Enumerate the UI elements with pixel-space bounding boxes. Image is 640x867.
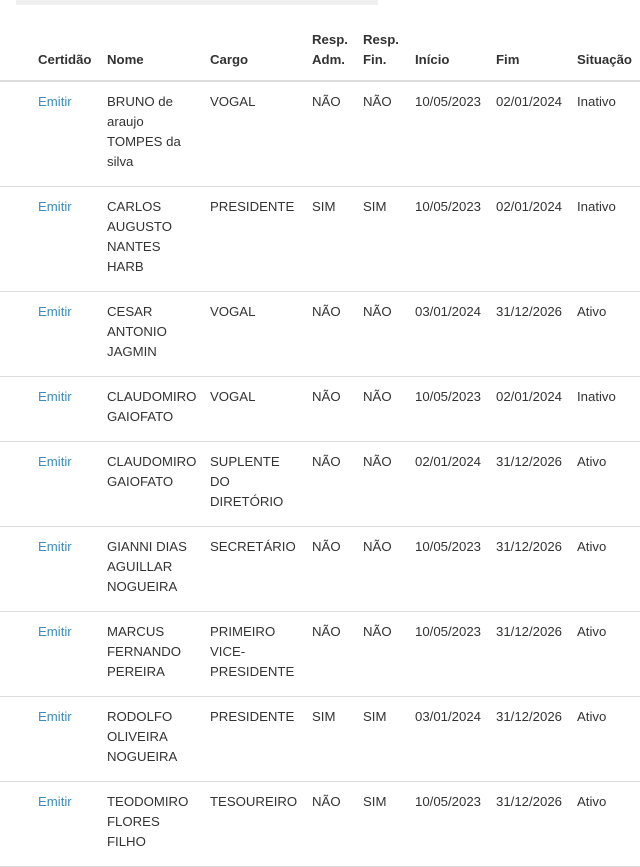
nome-line: PEREIRA xyxy=(107,664,165,679)
table-row xyxy=(0,697,640,782)
resp-fin-value-cell xyxy=(363,697,415,782)
situacao-status: Ativo xyxy=(577,709,607,724)
resp-adm-value: NÃO xyxy=(312,539,341,554)
inicio-date-cell xyxy=(415,697,496,782)
emitir-link[interactable]: Emitir xyxy=(38,794,72,809)
inicio-date: 10/05/2023 xyxy=(415,199,482,214)
nome-line: HARB xyxy=(107,259,144,274)
resp-adm-value: NÃO xyxy=(312,454,341,469)
resp-fin-value: NÃO xyxy=(363,539,392,554)
situacao-status-cell xyxy=(577,442,640,527)
cargo-cell xyxy=(210,782,312,867)
nome-cell xyxy=(107,377,210,442)
situacao-status-cell xyxy=(577,81,640,187)
emitir-link-cell xyxy=(0,81,107,187)
cargo-cell xyxy=(210,442,312,527)
cargo-line: PRESIDENTE xyxy=(210,199,295,214)
resp-fin-value-cell xyxy=(363,377,415,442)
inicio-date: 10/05/2023 xyxy=(415,94,482,109)
header-inicio: Início xyxy=(415,26,496,81)
inicio-date-cell xyxy=(415,527,496,612)
resp-fin-value-cell xyxy=(363,527,415,612)
resp-adm-value: NÃO xyxy=(312,389,341,404)
nome-line: BRUNO de xyxy=(107,94,173,109)
cargo-line: VICE- xyxy=(210,644,246,659)
header-cargo: Cargo xyxy=(210,26,312,81)
emitir-link[interactable]: Emitir xyxy=(38,454,72,469)
resp-fin-value: SIM xyxy=(363,199,387,214)
resp-fin-value: NÃO xyxy=(363,94,392,109)
inicio-date: 10/05/2023 xyxy=(415,624,482,639)
nome-line: araujo xyxy=(107,114,144,129)
fim-date-cell xyxy=(496,782,577,867)
cargo-line: PRIMEIRO xyxy=(210,624,276,639)
cargo-cell xyxy=(210,292,312,377)
resp-adm-value: NÃO xyxy=(312,624,341,639)
resp-adm-value-cell xyxy=(312,81,363,187)
cargo-line: VOGAL xyxy=(210,304,256,319)
situacao-status: Ativo xyxy=(577,794,607,809)
inicio-date: 02/01/2024 xyxy=(415,454,482,469)
resp-fin-value: NÃO xyxy=(363,454,392,469)
emitir-link-cell xyxy=(0,187,107,292)
fim-date: 31/12/2026 xyxy=(496,794,563,809)
resp-fin-value-cell xyxy=(363,612,415,697)
inicio-date-cell xyxy=(415,292,496,377)
nome-line: AGUILLAR xyxy=(107,559,173,574)
resp-fin-value-cell xyxy=(363,782,415,867)
situacao-status: Ativo xyxy=(577,539,607,554)
nome-cell xyxy=(107,612,210,697)
fim-date: 02/01/2024 xyxy=(496,94,563,109)
situacao-status: Inativo xyxy=(577,389,616,404)
header-resp-fin-line2: Fin. xyxy=(363,52,387,67)
emitir-link-cell xyxy=(0,377,107,442)
header-certidao: Certidão xyxy=(0,26,107,81)
resp-adm-value: NÃO xyxy=(312,794,341,809)
top-search-bar xyxy=(16,0,378,5)
fim-date-cell xyxy=(496,292,577,377)
table-row xyxy=(0,187,640,292)
nome-cell xyxy=(107,81,210,187)
nome-cell xyxy=(107,187,210,292)
cargo-cell xyxy=(210,187,312,292)
emitir-link[interactable]: Emitir xyxy=(38,199,72,214)
inicio-date-cell xyxy=(415,377,496,442)
table-row xyxy=(0,612,640,697)
nome-line: NOGUEIRA xyxy=(107,749,178,764)
emitir-link-cell xyxy=(0,527,107,612)
resp-adm-value: SIM xyxy=(312,709,336,724)
table-row xyxy=(0,442,640,527)
header-fim: Fim xyxy=(496,26,577,81)
nome-line: RODOLFO xyxy=(107,709,173,724)
fim-date: 31/12/2026 xyxy=(496,624,563,639)
resp-fin-value-cell xyxy=(363,292,415,377)
emitir-link[interactable]: Emitir xyxy=(38,624,72,639)
table-row xyxy=(0,377,640,442)
situacao-status-cell xyxy=(577,697,640,782)
nome-cell xyxy=(107,292,210,377)
situacao-status: Ativo xyxy=(577,454,607,469)
cargo-line: PRESIDENTE xyxy=(210,709,295,724)
fim-date-cell xyxy=(496,81,577,187)
fim-date: 31/12/2026 xyxy=(496,454,563,469)
inicio-date: 10/05/2023 xyxy=(415,794,482,809)
cargo-cell xyxy=(210,527,312,612)
cargo-line: SECRETÁRIO xyxy=(210,539,296,554)
nome-line: ANTONIO xyxy=(107,324,167,339)
inicio-date: 03/01/2024 xyxy=(415,304,482,319)
fim-date-cell xyxy=(496,527,577,612)
resp-fin-value-cell xyxy=(363,81,415,187)
nome-line: FILHO xyxy=(107,834,146,849)
resp-fin-value: NÃO xyxy=(363,389,392,404)
header-resp-adm xyxy=(312,26,363,81)
nome-line: CARLOS xyxy=(107,199,162,214)
resp-adm-value-cell xyxy=(312,782,363,867)
nome-line: FERNANDO xyxy=(107,644,181,659)
situacao-status-cell xyxy=(577,527,640,612)
nome-line: FLORES xyxy=(107,814,160,829)
cargo-cell xyxy=(210,81,312,187)
table-header-row xyxy=(0,26,640,81)
cargo-line: DO xyxy=(210,474,230,489)
inicio-date: 10/05/2023 xyxy=(415,539,482,554)
fim-date: 02/01/2024 xyxy=(496,199,563,214)
situacao-status: Inativo xyxy=(577,199,616,214)
resp-adm-value: NÃO xyxy=(312,94,341,109)
situacao-status-cell xyxy=(577,292,640,377)
cargo-line: DIRETÓRIO xyxy=(210,494,284,509)
emitir-link[interactable]: Emitir xyxy=(38,94,72,109)
cargo-line: VOGAL xyxy=(210,389,256,404)
emitir-link-cell xyxy=(0,292,107,377)
resp-adm-value-cell xyxy=(312,527,363,612)
table-row xyxy=(0,81,640,187)
table-row xyxy=(0,527,640,612)
nome-line: OLIVEIRA xyxy=(107,729,168,744)
header-resp-fin xyxy=(363,26,415,81)
nome-cell xyxy=(107,697,210,782)
inicio-date-cell xyxy=(415,81,496,187)
situacao-status-cell xyxy=(577,187,640,292)
fim-date: 31/12/2026 xyxy=(496,709,563,724)
situacao-status: Inativo xyxy=(577,94,616,109)
situacao-status: Ativo xyxy=(577,304,607,319)
nome-line: MARCUS xyxy=(107,624,165,639)
cargo-cell xyxy=(210,697,312,782)
table-row xyxy=(0,782,640,867)
inicio-date-cell xyxy=(415,782,496,867)
table-row xyxy=(0,292,640,377)
resp-fin-value: NÃO xyxy=(363,304,392,319)
fim-date: 31/12/2026 xyxy=(496,539,563,554)
inicio-date-cell xyxy=(415,187,496,292)
situacao-status-cell xyxy=(577,377,640,442)
cargo-line: VOGAL xyxy=(210,94,256,109)
emitir-link-cell xyxy=(0,697,107,782)
nome-line: NANTES xyxy=(107,239,161,254)
resp-fin-value: SIM xyxy=(363,794,387,809)
emitir-link[interactable]: Emitir xyxy=(38,389,72,404)
nome-cell xyxy=(107,527,210,612)
fim-date: 31/12/2026 xyxy=(496,304,563,319)
nome-line: CLAUDOMIRO xyxy=(107,454,197,469)
resp-fin-value-cell xyxy=(363,442,415,527)
header-resp-adm-line1: Resp. xyxy=(312,32,348,47)
nome-line: TEODOMIRO xyxy=(107,794,189,809)
resp-adm-value-cell xyxy=(312,187,363,292)
header-nome: Nome xyxy=(107,26,210,81)
situacao-status-cell xyxy=(577,782,640,867)
fim-date-cell xyxy=(496,187,577,292)
nome-line: GIANNI DIAS xyxy=(107,539,187,554)
resp-adm-value-cell xyxy=(312,377,363,442)
cargo-line: TESOUREIRO xyxy=(210,794,298,809)
nome-line: GAIOFATO xyxy=(107,474,174,489)
cargo-cell xyxy=(210,377,312,442)
resp-adm-value: NÃO xyxy=(312,304,341,319)
nome-line: CESAR xyxy=(107,304,153,319)
header-resp-adm-line2: Adm. xyxy=(312,52,345,67)
directorate-table xyxy=(0,26,640,867)
fim-date-cell xyxy=(496,377,577,442)
emitir-link[interactable]: Emitir xyxy=(38,709,72,724)
nome-cell xyxy=(107,782,210,867)
nome-line: NOGUEIRA xyxy=(107,579,178,594)
fim-date: 02/01/2024 xyxy=(496,389,563,404)
nome-line: silva xyxy=(107,154,134,169)
nome-line: JAGMIN xyxy=(107,344,157,359)
resp-adm-value: SIM xyxy=(312,199,336,214)
resp-adm-value-cell xyxy=(312,697,363,782)
situacao-status-cell xyxy=(577,612,640,697)
fim-date-cell xyxy=(496,697,577,782)
emitir-link-cell xyxy=(0,612,107,697)
resp-fin-value-cell xyxy=(363,187,415,292)
nome-line: AUGUSTO xyxy=(107,219,172,234)
fim-date-cell xyxy=(496,612,577,697)
nome-line: CLAUDOMIRO xyxy=(107,389,197,404)
nome-line: TOMPES da xyxy=(107,134,181,149)
situacao-status: Ativo xyxy=(577,624,607,639)
inicio-date: 03/01/2024 xyxy=(415,709,482,724)
cargo-line: SUPLENTE xyxy=(210,454,280,469)
resp-fin-value: SIM xyxy=(363,709,387,724)
emitir-link-cell xyxy=(0,782,107,867)
header-situacao: Situação xyxy=(577,26,640,81)
resp-adm-value-cell xyxy=(312,292,363,377)
emitir-link-cell xyxy=(0,442,107,527)
cargo-line: PRESIDENTE xyxy=(210,664,295,679)
nome-line: GAIOFATO xyxy=(107,409,174,424)
emitir-link[interactable]: Emitir xyxy=(38,539,72,554)
emitir-link[interactable]: Emitir xyxy=(38,304,72,319)
cargo-cell xyxy=(210,612,312,697)
inicio-date-cell xyxy=(415,442,496,527)
inicio-date: 10/05/2023 xyxy=(415,389,482,404)
inicio-date-cell xyxy=(415,612,496,697)
resp-adm-value-cell xyxy=(312,442,363,527)
resp-adm-value-cell xyxy=(312,612,363,697)
fim-date-cell xyxy=(496,442,577,527)
resp-fin-value: NÃO xyxy=(363,624,392,639)
header-resp-fin-line1: Resp. xyxy=(363,32,399,47)
nome-cell xyxy=(107,442,210,527)
